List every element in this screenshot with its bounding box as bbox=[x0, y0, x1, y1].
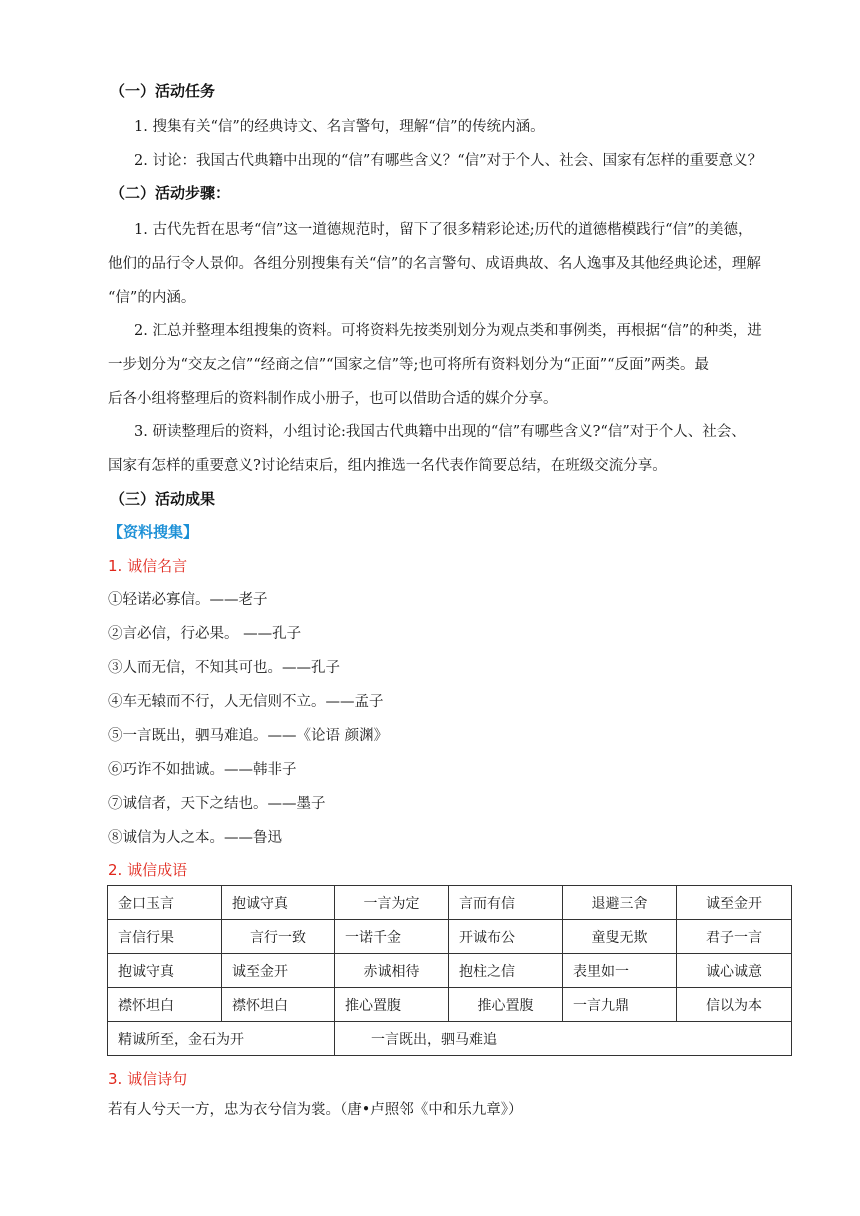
idiom-cell: 抱诚守真 bbox=[108, 954, 222, 988]
step-1-line: 1. 古代先哲在思考“信”这一道德规范时，留下了很多精彩论述;历代的道德楷模践行“信”的美德， bbox=[134, 222, 753, 238]
idiom-cell: 一言为定 bbox=[335, 886, 449, 920]
step-2-line: 一步划分为“交友之信”“经商之信”“国家之信”等;也可将所有资料划分为“正面”“反面”两类。最 bbox=[108, 357, 710, 373]
step-1-line: 他们的品行令人景仰。各组分别搜集有关“信”的名言警句、成语典故、名人逸事及其他经典论述，理解 bbox=[108, 256, 761, 272]
quote-item: ⑧诚信为人之本。——鲁迅 bbox=[108, 830, 282, 846]
step-1-paragraph bbox=[108, 213, 792, 315]
step-2-line: 后各小组将整理后的资料制作成小册子，也可以借助合适的媒介分享。 bbox=[108, 391, 558, 407]
idiom-cell: 一言九鼎 bbox=[563, 988, 677, 1022]
idioms-heading: 2. 诚信成语 bbox=[108, 861, 188, 879]
idiom-cell: 言而有信 bbox=[449, 886, 563, 920]
collect-heading: 【资料搜集】 bbox=[108, 523, 199, 541]
idiom-cell: 金口玉言 bbox=[108, 886, 222, 920]
idiom-cell: 一诺千金 bbox=[335, 920, 449, 954]
idiom-cell: 抱柱之信 bbox=[449, 954, 563, 988]
steps-title: （二）活动步骤： bbox=[110, 184, 231, 202]
table-row bbox=[108, 920, 792, 954]
idiom-cell: 诚至金开 bbox=[677, 886, 792, 920]
poem-line: 若有人兮天一方，忠为衣兮信为裳。（唐•卢照邻《中和乐九章》） bbox=[108, 1102, 523, 1118]
idiom-cell: 一言既出，驷马难追 bbox=[335, 1022, 792, 1056]
idiom-cell: 襟怀坦白 bbox=[222, 988, 335, 1022]
idiom-cell: 退避三舍 bbox=[563, 886, 677, 920]
quotes-heading: 1. 诚信名言 bbox=[108, 557, 188, 575]
idiom-cell: 襟怀坦白 bbox=[108, 988, 222, 1022]
step-1-line: “信”的内涵。 bbox=[108, 290, 196, 306]
step-2-line: 2. 汇总并整理本组搜集的资料。可将资料先按类别划分为观点类和事例类，再根据“信”的种类，进 bbox=[134, 323, 762, 339]
step-3-paragraph bbox=[108, 415, 792, 483]
idiom-cell: 诚至金开 bbox=[222, 954, 335, 988]
idiom-cell: 抱诚守真 bbox=[222, 886, 335, 920]
table-row bbox=[108, 954, 792, 988]
idiom-cell: 表里如一 bbox=[563, 954, 677, 988]
idiom-cell: 童叟无欺 bbox=[563, 920, 677, 954]
idiom-cell: 推心置腹 bbox=[449, 988, 563, 1022]
idiom-cell: 推心置腹 bbox=[335, 988, 449, 1022]
quote-item: ⑥巧诈不如拙诚。——韩非子 bbox=[108, 762, 297, 778]
idiom-cell: 君子一言 bbox=[677, 920, 792, 954]
task-title: （一）活动任务 bbox=[110, 82, 216, 100]
idiom-cell: 言信行果 bbox=[108, 920, 222, 954]
table-row bbox=[108, 886, 792, 920]
table-row bbox=[108, 1022, 792, 1056]
idiom-cell: 开诚布公 bbox=[449, 920, 563, 954]
idiom-cell: 诚心诚意 bbox=[677, 954, 792, 988]
quote-item: ①轻诺必寡信。——老子 bbox=[108, 592, 268, 608]
poems-heading: 3. 诚信诗句 bbox=[108, 1070, 188, 1088]
step-2-paragraph bbox=[108, 314, 792, 416]
task-item-1: 1. 搜集有关“信”的经典诗文、名言警句，理解“信”的传统内涵。 bbox=[134, 119, 545, 135]
results-title: （三）活动成果 bbox=[110, 490, 216, 508]
step-3-line: 国家有怎样的重要意义?讨论结束后，组内推选一名代表作简要总结，在班级交流分享。 bbox=[108, 458, 667, 474]
task-item-2: 2. 讨论：我国古代典籍中出现的“信”有哪些含义？“信”对于个人、社会、国家有怎样的重要意义？ bbox=[134, 153, 763, 169]
idiom-cell: 精诚所至，金石为开 bbox=[108, 1022, 335, 1056]
quote-item: ②言必信，行必果。 ——孔子 bbox=[108, 626, 302, 642]
task-list bbox=[108, 110, 792, 178]
table-row bbox=[108, 988, 792, 1022]
idiom-cell: 言行一致 bbox=[222, 920, 335, 954]
quote-item: ④车无辕而不行，人无信则不立。——孟子 bbox=[108, 694, 384, 710]
quote-item: ⑤一言既出，驷马难追。——《论语 颜渊》 bbox=[108, 728, 389, 744]
quote-item: ③人而无信，不知其可也。——孔子 bbox=[108, 660, 340, 676]
quote-item: ⑦诚信者，天下之结也。——墨子 bbox=[108, 796, 326, 812]
idiom-cell: 信以为本 bbox=[677, 988, 792, 1022]
idioms-table bbox=[107, 885, 792, 1056]
idiom-cell: 赤诚相待 bbox=[335, 954, 449, 988]
step-3-line: 3. 研读整理后的资料，小组讨论:我国古代典籍中出现的“信”有哪些含义?“信”对于个人、社会、 bbox=[134, 424, 746, 440]
